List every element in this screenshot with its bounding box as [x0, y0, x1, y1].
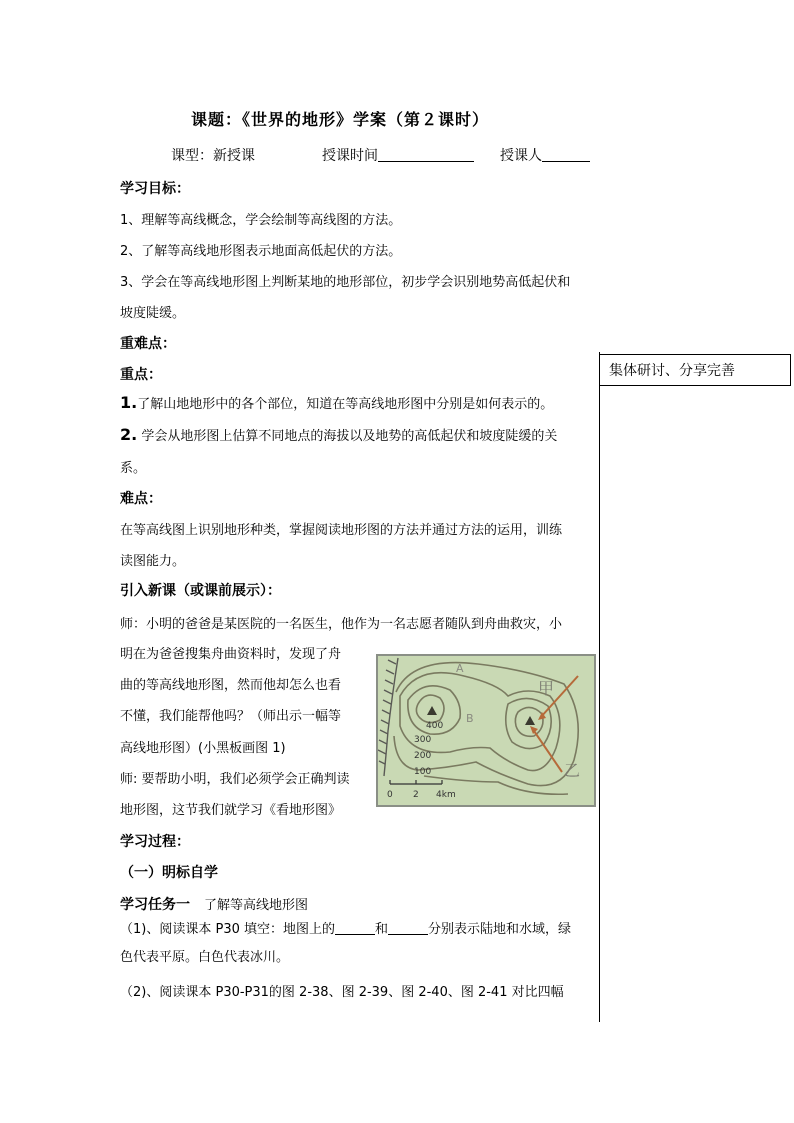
lesson-time-label: 授课时间 [322, 148, 378, 164]
question-1-blank-2 [388, 921, 428, 935]
contour-label: 400 [426, 721, 444, 731]
lesson-time-field [322, 145, 474, 165]
objective-item: 2、了解等高线地形图表示地面高低起伏的方法。 [120, 244, 402, 259]
scale-bar [390, 780, 442, 784]
map-label-b: B [466, 712, 474, 725]
objective-item: 坡度陡缓。 [120, 306, 186, 321]
focus-point-2-cont: 系。 [120, 461, 147, 476]
teacher-field [500, 145, 590, 165]
intro-line: 高线地形图）(小黑板画图 1) [120, 741, 286, 756]
contour-label: 300 [414, 735, 432, 745]
intro-heading: 引入新课（或课前展示）： [120, 583, 281, 599]
scale-label: 0 [387, 790, 393, 800]
question-1-and: 和 [375, 922, 389, 937]
question-1-text-b: 分别表示陆地和水域，绿 [428, 922, 572, 937]
focus-point-1-text: 了解山地地形中的各个部位，知道在等高线地形图中分别是如何表示的。 [137, 397, 554, 412]
question-2: （2)、阅读课本 P30-P31的图 2-38、图 2-39、图 2-40、图 2-41 对比四幅 [120, 985, 564, 1000]
contour-map-image [376, 654, 596, 807]
teacher-blank [542, 147, 590, 162]
coastline-hatch [378, 658, 398, 776]
difficulty-text: 在等高线图上识别地形种类，掌握阅读地形图的方法并通过方法的运用，训练 [120, 523, 563, 538]
question-1-cont: 色代表平原。白色代表冰川。 [120, 950, 290, 965]
task-1-label: 学习任务一 [120, 897, 190, 913]
objectives-heading: 学习目标： [120, 181, 190, 197]
side-column-divider [599, 352, 600, 1022]
task-1 [120, 894, 308, 914]
focus-point-1 [120, 393, 553, 412]
peak-triangle-icon [427, 706, 437, 715]
peak-triangle-icon [525, 716, 535, 725]
intro-line: 明在为爸爸搜集舟曲资料时，发现了舟 [120, 647, 342, 662]
lesson-time-blank [378, 147, 474, 162]
contour-label: 100 [414, 767, 432, 777]
question-1-text: （1)、阅读课本 P30 填空：地图上的 [120, 922, 335, 937]
question-1-blank-1 [335, 921, 375, 935]
objective-item: 1、理解等高线概念，学会绘制等高线图的方法。 [120, 213, 402, 228]
process-heading: 学习过程： [120, 834, 190, 850]
map-label-yi: 乙 [564, 761, 581, 780]
scale-label: 2 [413, 790, 419, 800]
intro-line: 曲的等高线地形图，然而他却怎么也看 [120, 678, 342, 693]
focus-point-2-number: 2. [120, 425, 138, 444]
contour-label: 200 [414, 751, 432, 761]
focus-heading: 重点： [120, 367, 162, 383]
lesson-type: 课型：新授课 [171, 148, 255, 164]
side-column-box: 集体研讨、分享完善 [599, 354, 791, 386]
page-title: 课题：《世界的地形》学案（第２课时） [191, 110, 490, 129]
scale-label: 4km [436, 790, 456, 800]
focus-point-2 [120, 425, 557, 444]
contour-map-svg [378, 656, 594, 805]
intro-line: 地形图，这节我们就学习《看地形图》 [120, 803, 342, 818]
section-1-heading: （一）明标自学 [120, 865, 218, 881]
teacher-label: 授课人 [500, 148, 542, 164]
task-1-title: 了解等高线地形图 [204, 898, 309, 913]
focus-point-2-text: 学会从地形图上估算不同地点的海拔以及地势的高低起伏和坡度陡缓的关 [137, 429, 558, 444]
difficulty-text: 读图能力。 [120, 554, 186, 569]
key-points-heading: 重难点： [120, 336, 176, 352]
objective-item: 3、学会在等高线地形图上判断某地的地形部位，初步学会识别地势高低起伏和 [120, 275, 571, 290]
difficulty-heading: 难点： [120, 491, 162, 507]
focus-point-1-number: 1. [120, 393, 138, 412]
question-1 [120, 918, 571, 937]
map-label-jia: 甲 [538, 679, 555, 698]
intro-line: 不懂，我们能帮他吗？（师出示一幅等 [120, 709, 342, 724]
intro-line: 师：小明的爸爸是某医院的一名医生，他作为一名志愿者随队到舟曲救灾，小 [120, 617, 563, 632]
map-label-a: A [456, 662, 464, 675]
intro-line: 师: 要帮助小明，我们必须学会正确判读 [120, 772, 350, 787]
